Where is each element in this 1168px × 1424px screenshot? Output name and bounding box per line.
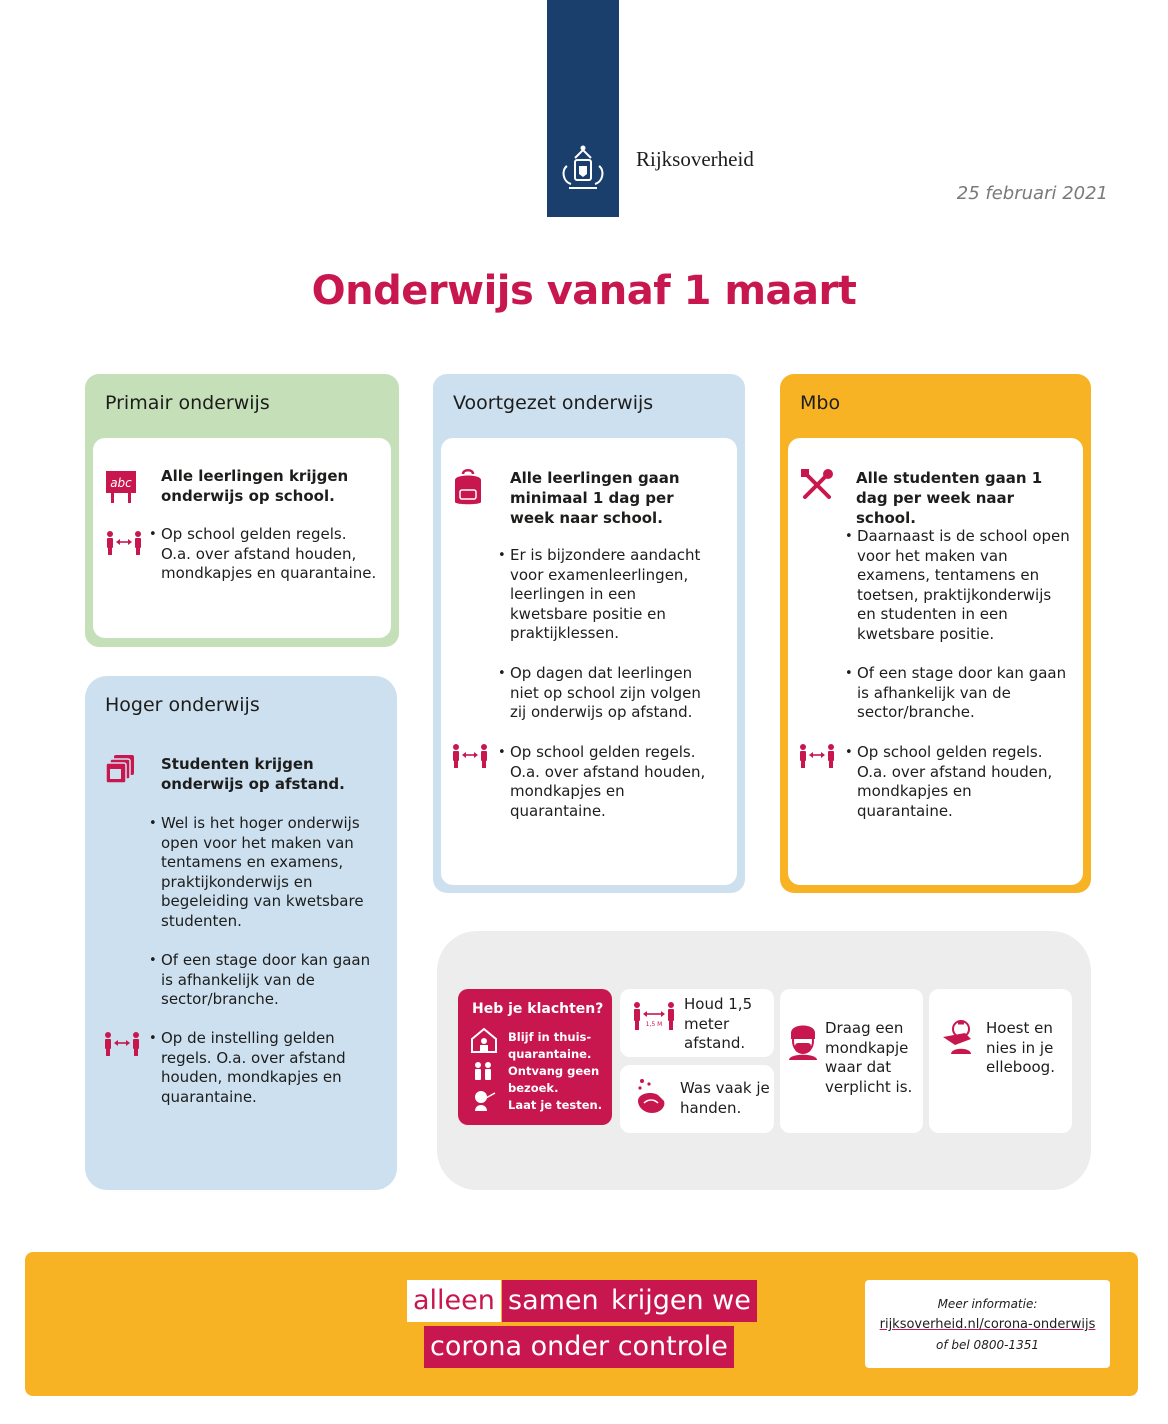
slogan-word: krijgen we [605, 1280, 757, 1322]
distance-icon [798, 743, 836, 769]
books-icon [105, 754, 135, 784]
rules-bullet: • Op de instelling gelden regels. O.a. over afstand houden, mondkapjes en quarantaine. [149, 1029, 389, 1107]
basic-rules-panel [437, 931, 1091, 1190]
rules-bullet: • Op school gelden regels. O.a. over afstand houden, mondkapjes en quarantaine. [149, 525, 379, 584]
card-title: Mbo [800, 392, 841, 414]
klachten-line: quarantaine. [508, 1047, 592, 1061]
distance-label: 1,5 M [645, 1021, 663, 1028]
slogan-word: alleen [407, 1280, 501, 1322]
klachten-box [458, 989, 612, 1125]
card-primair-onderwijs [85, 374, 399, 647]
distance-icon [103, 1031, 141, 1057]
info-label: Meer informatie: [937, 1297, 1038, 1311]
publication-date: 25 februari 2021 [956, 183, 1108, 204]
svg-text:abc: abc [110, 476, 132, 490]
klachten-line: bezoek. [508, 1081, 559, 1095]
bullet-item: • Wel is het hoger onderwijs open voor het maken van tentamens en examens, praktijkonderwijs en begeleiding van kwetsbare studenten. [149, 814, 384, 932]
tip-handen-text: Was vaak je handen. [680, 1079, 770, 1117]
tip-afstand [620, 989, 774, 1057]
backpack-icon [451, 468, 485, 506]
card-title: Voortgezet onderwijs [453, 392, 654, 414]
card-headline: Alle leerlingen krijgen onderwijs op school. [161, 467, 349, 505]
card-hoger-onderwijs [85, 676, 397, 1190]
bullet-item: • Op dagen dat leerlingen niet op school zijn volgen zij onderwijs op afstand. [498, 664, 718, 723]
card-inner [93, 438, 391, 638]
distance-icon [105, 530, 143, 556]
klachten-line: Ontvang geen [508, 1064, 600, 1078]
slogan-word: corona onder controle [424, 1326, 734, 1368]
tip-afstand-text: Houd 1,5 meter afstand. [684, 995, 753, 1053]
distance-icon [451, 743, 489, 769]
klachten-line: Laat je testen. [508, 1098, 603, 1112]
handwash-icon [634, 1077, 668, 1117]
bullet-item: • Of een stage door kan gaan is afhankelijk van de sector/branche. [845, 664, 1070, 723]
logo-bar [547, 0, 619, 217]
card-inner [441, 438, 737, 885]
tip-mondkapje [780, 989, 923, 1133]
no-visitors-icon [472, 1061, 494, 1081]
slogan-word: samen [502, 1280, 605, 1322]
home-icon [470, 1027, 498, 1053]
face-mask-icon [786, 1019, 820, 1061]
test-swab-icon [472, 1089, 496, 1113]
card-mbo [780, 374, 1091, 893]
card-voortgezet-onderwijs [433, 374, 745, 893]
page-title: Onderwijs vanaf 1 maart [311, 268, 857, 314]
info-box [865, 1280, 1110, 1368]
card-title: Hoger onderwijs [105, 694, 260, 716]
rules-bullet: • Op school gelden regels. O.a. over afstand houden, mondkapjes en quarantaine. [498, 743, 723, 821]
tip-hoesten [929, 989, 1072, 1133]
klachten-title: Heb je klachten? [472, 1001, 604, 1017]
card-inner [788, 438, 1083, 885]
sneeze-elbow-icon [941, 1019, 977, 1055]
card-headline: Alle studenten gaan 1 dag per week naar school. [856, 469, 1043, 527]
footer-banner [25, 1252, 1138, 1396]
rules-bullet: • Op school gelden regels. O.a. over afstand houden, mondkapjes en quarantaine. [845, 743, 1070, 821]
chalkboard-icon [105, 470, 137, 504]
bullet-item: • Er is bijzondere aandacht voor examenleerlingen, leerlingen in een kwetsbare positie en praktijklessen. [498, 546, 718, 644]
org-name: Rijksoverheid [636, 147, 754, 171]
info-link[interactable]: rijksoverheid.nl/corona-onderwijs [879, 1317, 1096, 1332]
bullet-item: • Daarnaast is de school open voor het maken van examens, tentamens en toetsen, praktijkonderwijs en studenten in een kwetsbare positie. [845, 527, 1070, 645]
tools-icon [800, 468, 834, 502]
bullet-item: • Of een stage door kan gaan is afhankelijk van de sector/branche. [149, 951, 384, 1010]
tip-mondkapje-text: Draag een mondkapje waar dat verplicht is. [825, 1019, 913, 1096]
tip-hoesten-text: Hoest en nies in je elleboog. [986, 1019, 1055, 1077]
card-title: Primair onderwijs [105, 392, 270, 414]
klachten-line: Blijf in thuis- [508, 1030, 592, 1044]
card-headline: Alle leerlingen gaan minimaal 1 dag per week naar school. [510, 469, 680, 527]
info-phone: of bel 0800-1351 [936, 1338, 1039, 1352]
distance-icon [632, 1001, 676, 1033]
card-headline: Studenten krijgen onderwijs op afstand. [161, 755, 345, 793]
tip-handen [620, 1065, 774, 1133]
coat-of-arms-icon [553, 140, 613, 200]
